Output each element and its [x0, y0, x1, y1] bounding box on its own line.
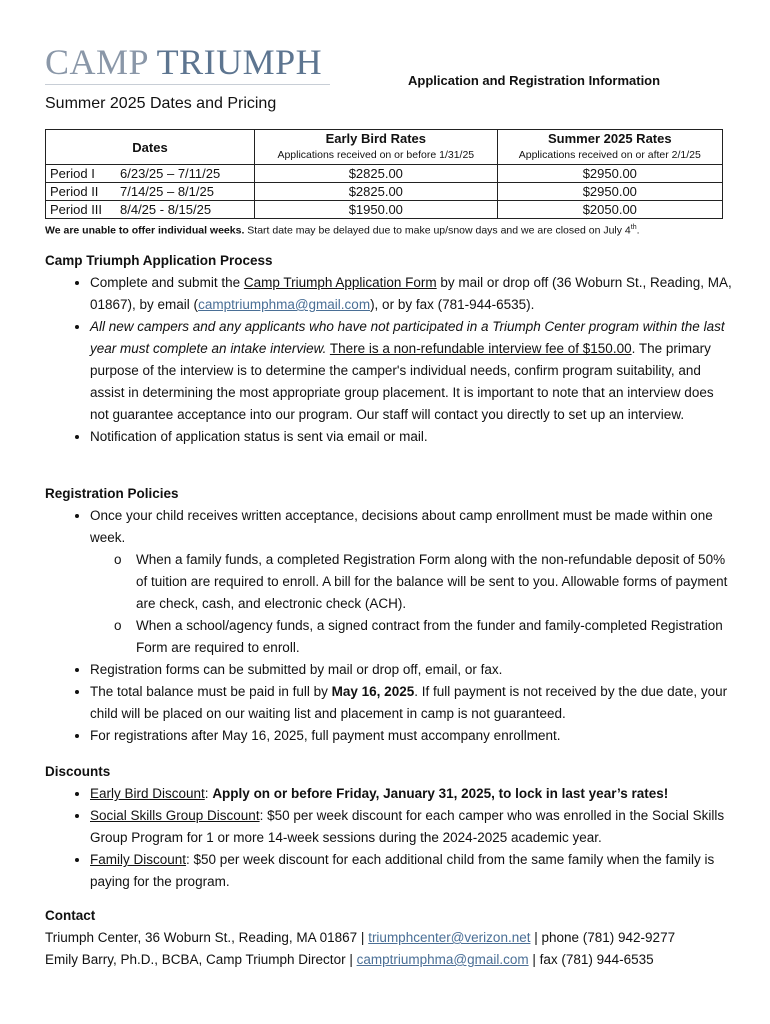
period-cell: Period III	[46, 201, 117, 219]
dates-header: Dates	[46, 130, 255, 165]
summer-price-cell: $2950.00	[497, 183, 722, 201]
logo-camp: CAMP	[45, 42, 148, 82]
logo-triumph: TRIUMPH	[156, 42, 323, 82]
list-item	[90, 505, 735, 659]
text: :	[204, 786, 213, 801]
contact-line	[45, 927, 735, 949]
registration-policies-section	[45, 486, 735, 747]
due-date: May 16, 2025	[331, 684, 415, 699]
list-item: • For registrations after May 16, 2025, full payment must accompany enrollment.	[90, 725, 735, 747]
discount-text: Apply on or before Friday, January 31, 2025, to lock in last year’s rates!	[212, 786, 669, 801]
text: ), or by fax (781-944-6535).	[370, 297, 535, 312]
summer-rates-subheader: Applications received on or after 2/1/25	[497, 147, 722, 165]
section-heading: Camp Triumph Application Process	[45, 253, 273, 268]
list-item	[90, 316, 735, 426]
rates-header-row	[46, 130, 723, 148]
sub-list-item: o When a family funds, a completed Registration Form along with the non-refundable deposit of 50% of tuition are required to enroll. A bill for the balance will be sent to you. Allowable forms of payment are check, cash, and electronic check (ACH).	[136, 549, 735, 615]
application-process-section	[45, 253, 735, 448]
table-row	[46, 165, 723, 183]
section-heading: Discounts	[45, 764, 111, 779]
early-price-cell: $2825.00	[255, 165, 498, 183]
list-item	[90, 805, 735, 849]
list-item	[90, 783, 735, 805]
document-title: Application and Registration Information	[408, 73, 661, 88]
text: The total balance must be paid in full by	[90, 684, 332, 699]
text: . The primary purpose of the interview is to determine the camper's individual needs, confirm program suitability, and assist in determining the most appropriate group placement. It is important to note that an interview does not guarantee acceptance into our program. Our staff will contact you directly to set up an interview.	[90, 341, 714, 422]
period-cell: Period I	[46, 165, 117, 183]
period-cell: Period II	[46, 183, 117, 201]
note-bold: We are unable to offer individual weeks.	[45, 224, 245, 237]
early-bird-subheader: Applications received on or before 1/31/25	[255, 147, 498, 165]
section-heading: Registration Policies	[45, 486, 179, 501]
text: Once your child receives written acceptance, decisions about camp enrollment must be made within one week.	[90, 508, 713, 545]
text: by mail or drop off (36 Woburn St., Reading, MA, 01867), by email (	[90, 275, 732, 312]
rates-note	[45, 224, 640, 237]
text: : $50 per week discount for each camper who was enrolled in the Social Skills Group Program for 1 or more 14-week sessions during the 2024-2025 academic year.	[90, 808, 725, 845]
discount-name: Family Discount	[90, 852, 187, 867]
camp-triumph-logo	[45, 44, 322, 80]
interview-fee-text: There is a non-refundable interview fee of $150.00	[329, 341, 632, 356]
italic-text: All new campers and any applicants who have not participated in a Triumph Center program within the last year must complete an intake interview.	[90, 319, 725, 356]
season-title: Summer 2025 Dates and Pricing	[45, 95, 277, 112]
text: : $50 per week discount for each additional child from the same family when the family is paying for the program.	[90, 852, 715, 889]
text: | phone (781) 942-9277	[530, 930, 676, 945]
dates-cell: 8/4/25 - 8/15/25	[116, 201, 255, 219]
section-heading: Contact	[45, 908, 96, 923]
note-text: Start date may be delayed due to make up/snow days and we are closed on July 4	[244, 224, 631, 237]
discounts-section	[45, 764, 735, 893]
note-end: .	[636, 224, 640, 237]
logo-divider	[45, 84, 330, 85]
early-price-cell: $1950.00	[255, 201, 498, 219]
dates-cell: 7/14/25 – 8/1/25	[116, 183, 255, 201]
rates-table	[45, 129, 723, 219]
email-link[interactable]: camptriumphma@gmail.com	[356, 952, 529, 967]
list-item	[90, 272, 735, 316]
email-link[interactable]: camptriumphma@gmail.com	[198, 297, 371, 312]
sub-list-item: o When a school/agency funds, a signed contract from the funder and family-completed Registration Form are required to enroll.	[136, 615, 735, 659]
early-price-cell: $2825.00	[255, 183, 498, 201]
list-item	[90, 681, 735, 725]
discount-name: Early Bird Discount	[90, 786, 205, 801]
email-link[interactable]: triumphcenter@verizon.net	[368, 930, 531, 945]
list-item: • Registration forms can be submitted by mail or drop off, email, or fax.	[90, 659, 735, 681]
table-row	[46, 201, 723, 219]
discount-name: Social Skills Group Discount	[90, 808, 260, 823]
contact-section	[45, 908, 735, 971]
summer-rates-header: Summer 2025 Rates	[497, 130, 722, 148]
contact-line	[45, 949, 735, 971]
list-item: • Notification of application status is sent via email or mail.	[90, 426, 735, 448]
list-item	[90, 849, 735, 893]
text: | fax (781) 944-6535	[528, 952, 654, 967]
text: Complete and submit the	[90, 275, 244, 290]
text: Emily Barry, Ph.D., BCBA, Camp Triumph Director |	[45, 952, 357, 967]
text: . If full payment is not received by the due date, your child will be placed on our waiting list and placement in camp is not guaranteed.	[90, 684, 728, 721]
summer-price-cell: $2050.00	[497, 201, 722, 219]
note-sup: th	[630, 224, 637, 231]
text: Triumph Center, 36 Woburn St., Reading, MA 01867 |	[45, 930, 369, 945]
dates-cell: 6/23/25 – 7/11/25	[116, 165, 255, 183]
table-row	[46, 183, 723, 201]
early-bird-header: Early Bird Rates	[255, 130, 498, 148]
summer-price-cell: $2950.00	[497, 165, 722, 183]
application-form-link[interactable]: Camp Triumph Application Form	[243, 275, 437, 290]
